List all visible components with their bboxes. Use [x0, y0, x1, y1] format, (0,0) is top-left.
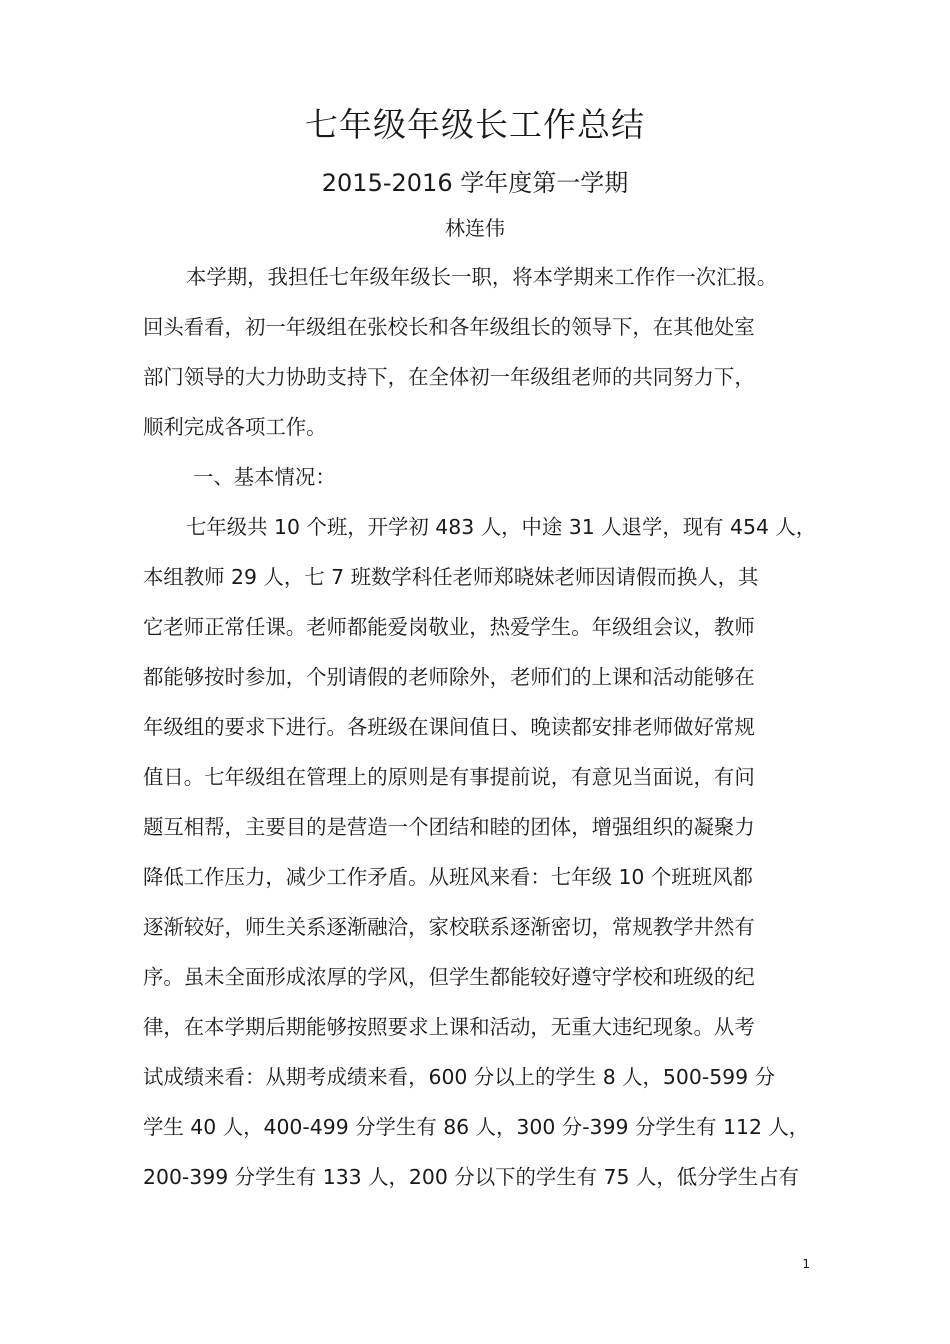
document-subtitle: 2015-2016 学年度第一学期	[321, 169, 629, 197]
paragraph-line: 学生 40 人，400-499 分学生有 86 人，300 分-399 分学生有 112 人，	[143, 1115, 810, 1139]
paragraph-line: 回头看看，初一年级组在张校长和各年级组长的领导下，在其他处室	[143, 315, 755, 339]
page-number: 1	[802, 1257, 810, 1271]
paragraph-line: 降低工作压力，减少工作矛盾。从班风来看：七年级 10 个班班风都	[143, 865, 753, 889]
document-author: 林连伟	[445, 216, 505, 240]
paragraph-line: 逐渐较好，师生关系逐渐融洽，家校联系逐渐密切，常规教学井然有	[143, 915, 755, 939]
section-heading: 一、基本情况：	[193, 465, 336, 489]
paragraph-line: 本组教师 29 人，七 7 班数学科任老师郑晓妹老师因请假而换人，其	[143, 565, 759, 589]
paragraph-line: 题互相帮，主要目的是营造一个团结和睦的团体，增强组织的凝聚力	[143, 815, 755, 839]
paragraph-line: 它老师正常任课。老师都能爱岗敬业，热爱学生。年级组会议，教师	[143, 615, 755, 639]
paragraph-line: 值日。七年级组在管理上的原则是有事提前说，有意见当面说，有问	[143, 765, 755, 789]
paragraph-line: 年级组的要求下进行。各班级在课间值日、晚读都安排老师做好常规	[143, 715, 755, 739]
paragraph-line: 200-399 分学生有 133 人，200 分以下的学生有 75 人，低分学生占有	[143, 1165, 800, 1189]
paragraph-line: 七年级共 10 个班，开学初 483 人，中途 31 人退学，现有 454 人，	[186, 515, 817, 539]
paragraph-line: 律，在本学期后期能够按照要求上课和活动，无重大违纪现象。从考	[143, 1015, 755, 1039]
paragraph-line: 本学期，我担任七年级年级长一职，将本学期来工作作一次汇报。	[186, 265, 778, 289]
paragraph-line: 顺利完成各项工作。	[143, 415, 327, 439]
paragraph-line: 都能够按时参加，个别请假的老师除外，老师们的上课和活动能够在	[143, 665, 755, 689]
paragraph-line: 试成绩来看：从期考成绩来看，600 分以上的学生 8 人，500-599 分	[143, 1065, 775, 1089]
document-title: 七年级年级长工作总结	[305, 105, 645, 144]
paragraph-line: 部门领导的大力协助支持下，在全体初一年级组老师的共同努力下，	[143, 365, 755, 389]
paragraph-line: 序。虽未全面形成浓厚的学风，但学生都能较好遵守学校和班级的纪	[143, 965, 755, 989]
